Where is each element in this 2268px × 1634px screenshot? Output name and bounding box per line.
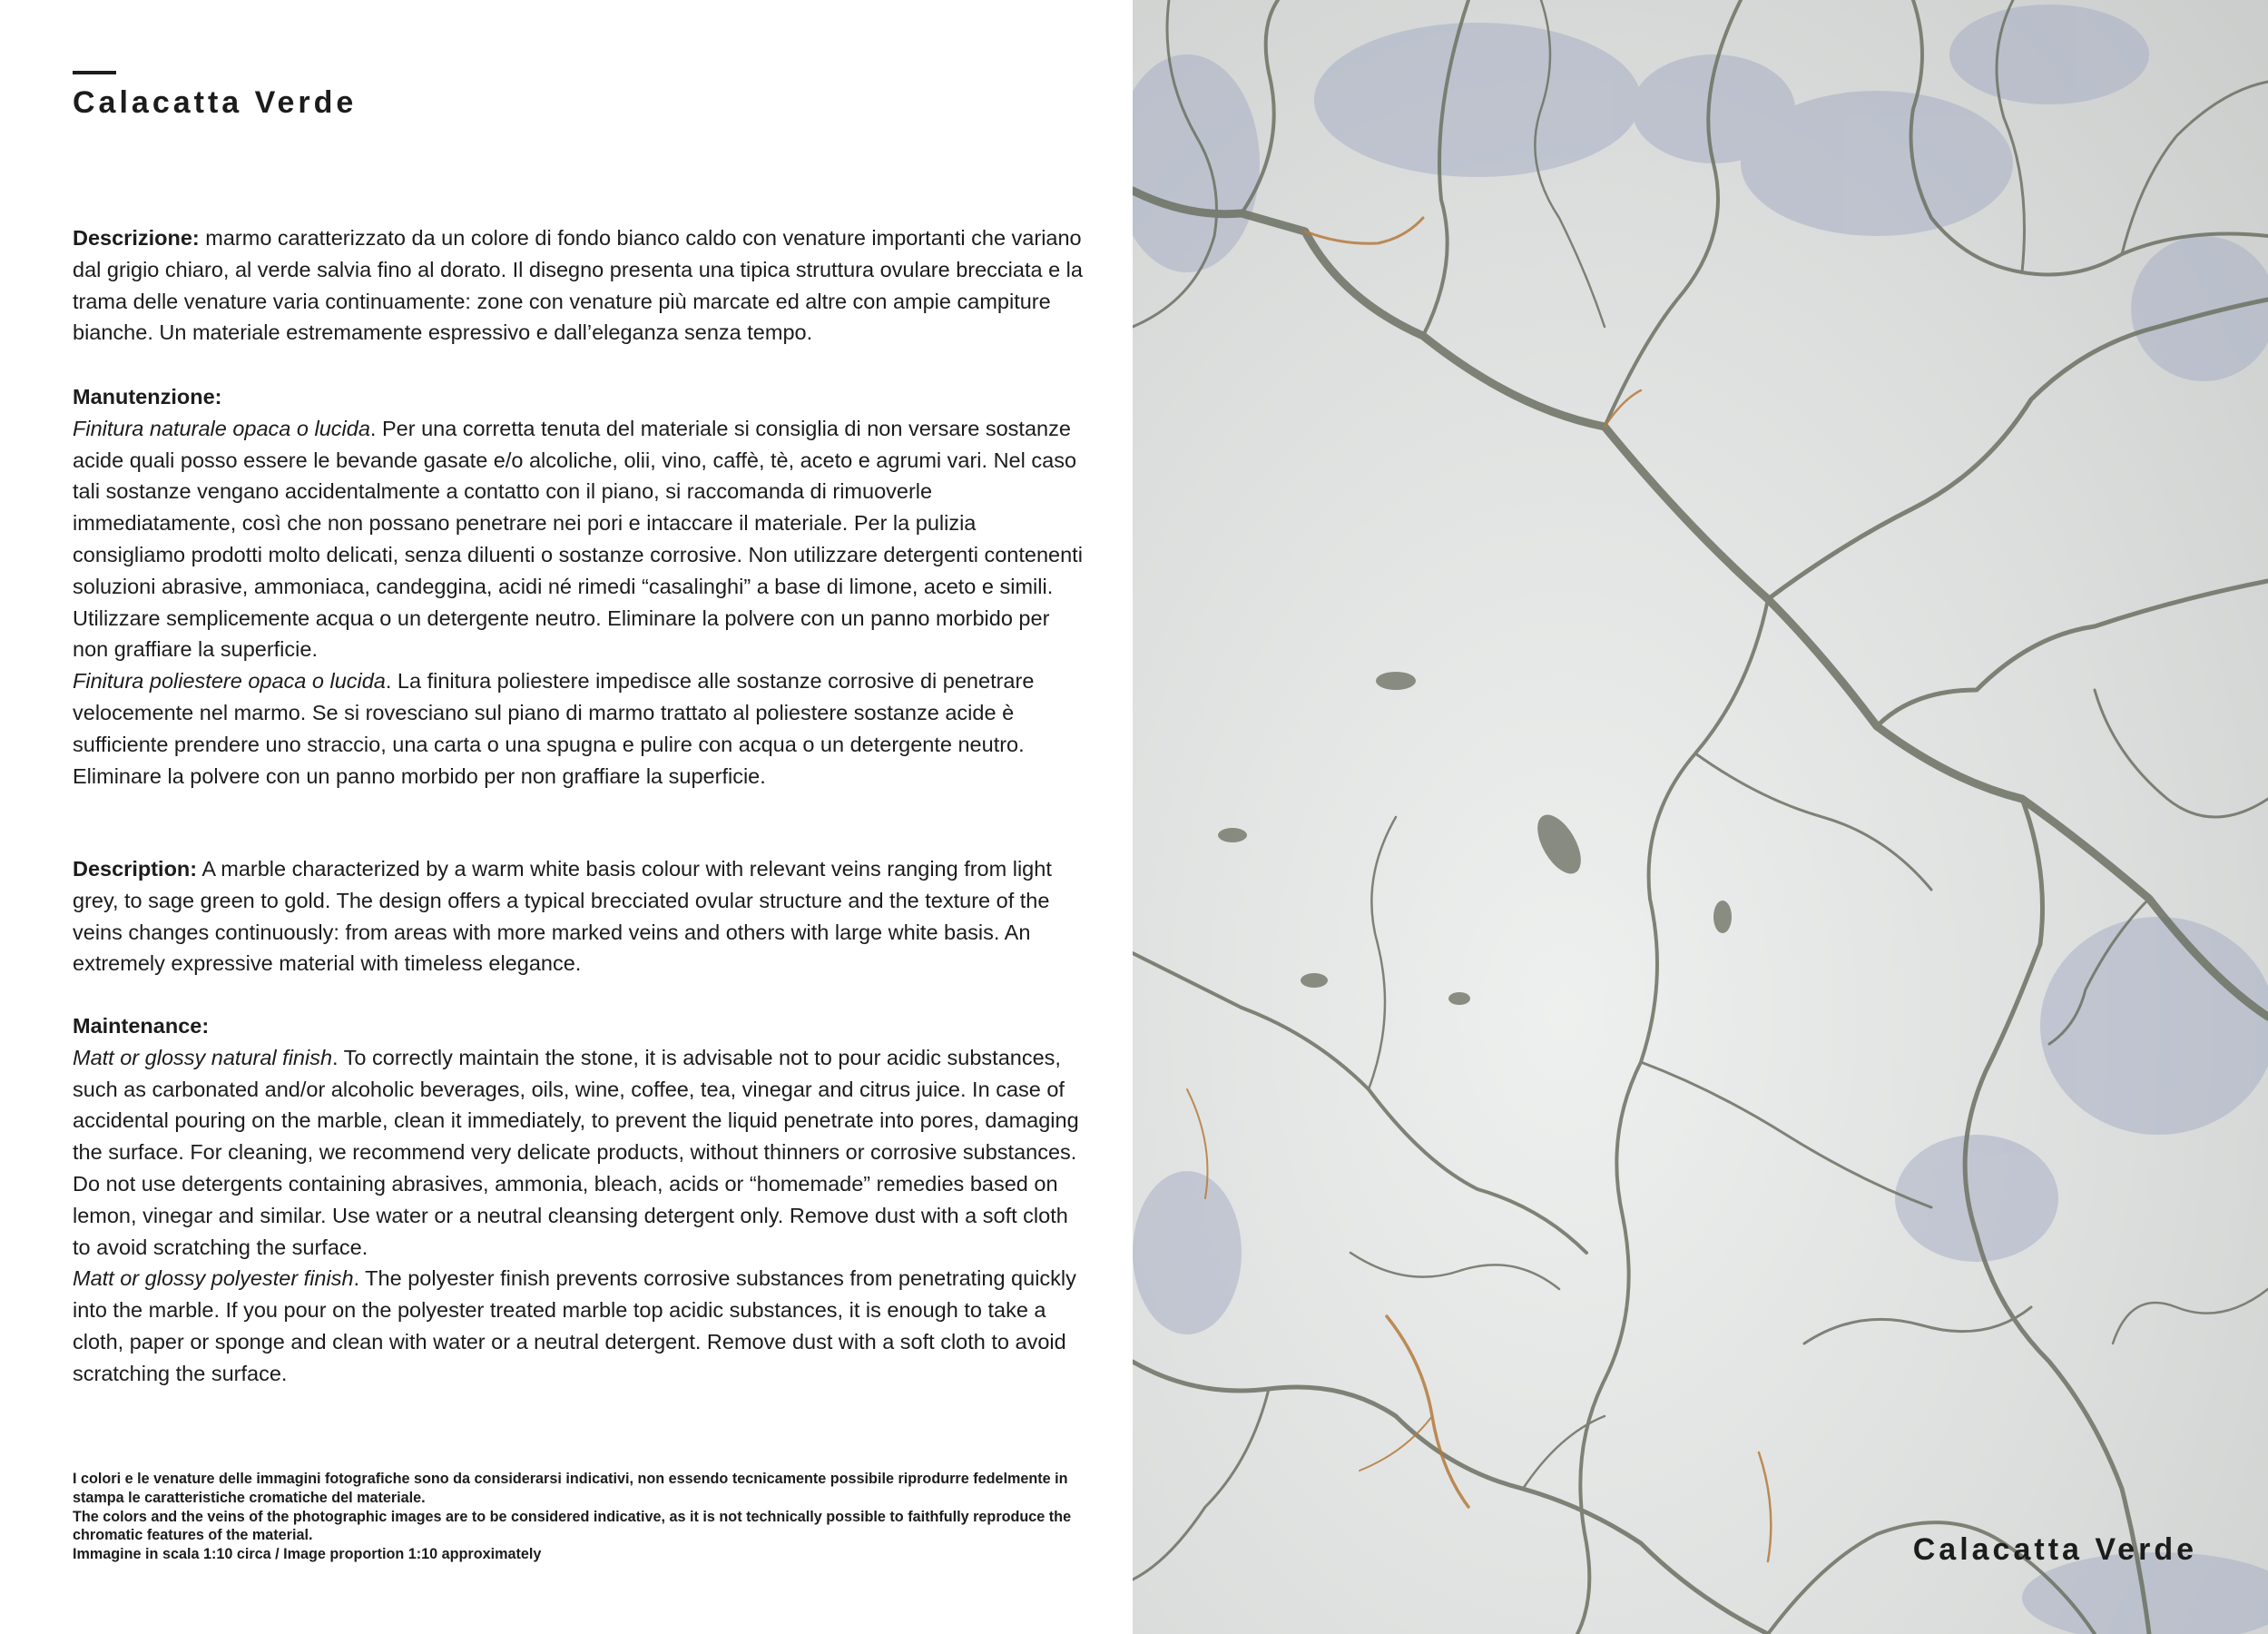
italian-polyester-finish-text: . La finitura poliestere impedisce alle sostanze corrosive di penetrare velocemente nel marmo. Se si rovesciano sul piano di marmo trattato al poliestere sostanze acide è sufficiente prendere uno straccio, una carta o una spugna e pulire con acqua o un detergente neutro. Eliminare la polvere con un panno morbido per non graffiare la superficie. — [73, 669, 1035, 788]
italian-maintenance-label: Manutenzione: — [73, 385, 222, 408]
left-text-page — [0, 0, 1133, 1634]
italian-description-text: marmo caratterizzato da un colore di fondo bianco caldo con venature importanti che variano dal grigio chiaro, al verde salvia fino al dorato. Il disegno presenta una tipica struttura ovulare brecciata e la trama delle venature varia continuamente: zone con venature più marcate ed altre con ampie campiture bianche. Un materiale estremamente espressivo e dall’eleganza senza tempo. — [73, 226, 1083, 345]
english-maintenance — [73, 1010, 1089, 1390]
english-description-text: A marble characterized by a warm white basis colour with relevant veins ranging from light grey, to sage green to gold. The design offers a typical brecciated ovular structure and the texture of the veins changes continuously: from areas with more marked veins and others with large white basis. An extremely expressive material with timeless elegance. — [73, 857, 1052, 976]
english-natural-finish-text: . To correctly maintain the stone, it is advisable not to pour acidic substances, such as carbonated and/or alcoholic beverages, oils, wine, coffee, tea, vinegar and citrus juice. In case of accidental pouring on the marble, clean it immediately, to prevent the liquid penetrate into pores, damaging the surface. For cleaning, we recommend very delicate products, without thinners or corrosive substances. Do not use detergents containing abrasives, ammonia, bleach, acids or “homemade” remedies based on lemon, vinegar and similar. Use water or a neutral cleansing detergent only. Remove dust with a soft cloth to avoid scratching the surface. — [73, 1045, 1079, 1259]
english-polyester-finish-label: Matt or glossy polyester finish — [73, 1266, 354, 1291]
marble-photo — [1133, 0, 2268, 1634]
footnote-english: The colors and the veins of the photographic images are to be considered indicative, as it is not technically possible to faithfully reproduce the chromatic features of the material. — [73, 1508, 1072, 1544]
italian-description-label: Descrizione: — [73, 226, 200, 250]
italian-polyester-finish-label: Finitura poliestere opaca o lucida — [73, 669, 386, 694]
photo-caption: Calacatta Verde — [1912, 1532, 2197, 1567]
english-natural-finish-label: Matt or glossy natural finish — [73, 1045, 333, 1069]
marble-texture — [1133, 0, 2268, 1634]
italian-maintenance — [73, 381, 1089, 792]
italian-natural-finish-label: Finitura naturale opaca o lucida — [73, 416, 370, 440]
italian-natural-finish-text: . Per una corretta tenuta del materiale si consiglia di non versare sostanze acide quali posso essere le bevande gasate e/o alcoliche, olii, vino, caffè, tè, aceto e agrumi vari. Nel caso tali sostanze vengano accidentalmente a contatto con il piano, si raccomanda di rimuoverle immediatamente, così che non possano penetrare nei pori e intaccare il materiale. Per la pulizia consigliamo prodotti molto delicati, senza diluenti o sostanze corrosive. Non utilizzare detergenti contenenti soluzioni abrasive, ammoniaca, candeggina, acidi né rimedi “casalinghi” a base di limone, aceto e simili. Utilizzare semplicemente acqua o un detergente neutro. Eliminare la polvere con un panno morbido per non graffiare la superficie. — [73, 416, 1083, 662]
italian-description — [73, 222, 1089, 349]
english-description-label: Description: — [73, 857, 198, 881]
page-title: Calacatta Verde — [73, 85, 358, 120]
footnote-scale: Immagine in scala 1:10 circa / Image proportion 1:10 approximately — [73, 1546, 542, 1563]
title-rule — [73, 71, 116, 74]
english-polyester-finish-text: . The polyester finish prevents corrosive substances from penetrating quickly into the marble. If you pour on the polyester treated marble top acidic substances, it is enough to take a cloth, paper or sponge and clean with water or a neutral detergent. Remove dust with a soft cloth to avoid scratching the surface. — [73, 1266, 1076, 1385]
footnote-italian: I colori e le venature delle immagini fotografiche sono da considerarsi indicativi, non essendo tecnicamente possibile riprodurre fedelmente in stampa le caratteristiche cromatiche del materiale. — [73, 1471, 1068, 1506]
english-maintenance-label: Maintenance: — [73, 1014, 210, 1038]
footnotes — [73, 1470, 1080, 1564]
english-description — [73, 853, 1089, 979]
